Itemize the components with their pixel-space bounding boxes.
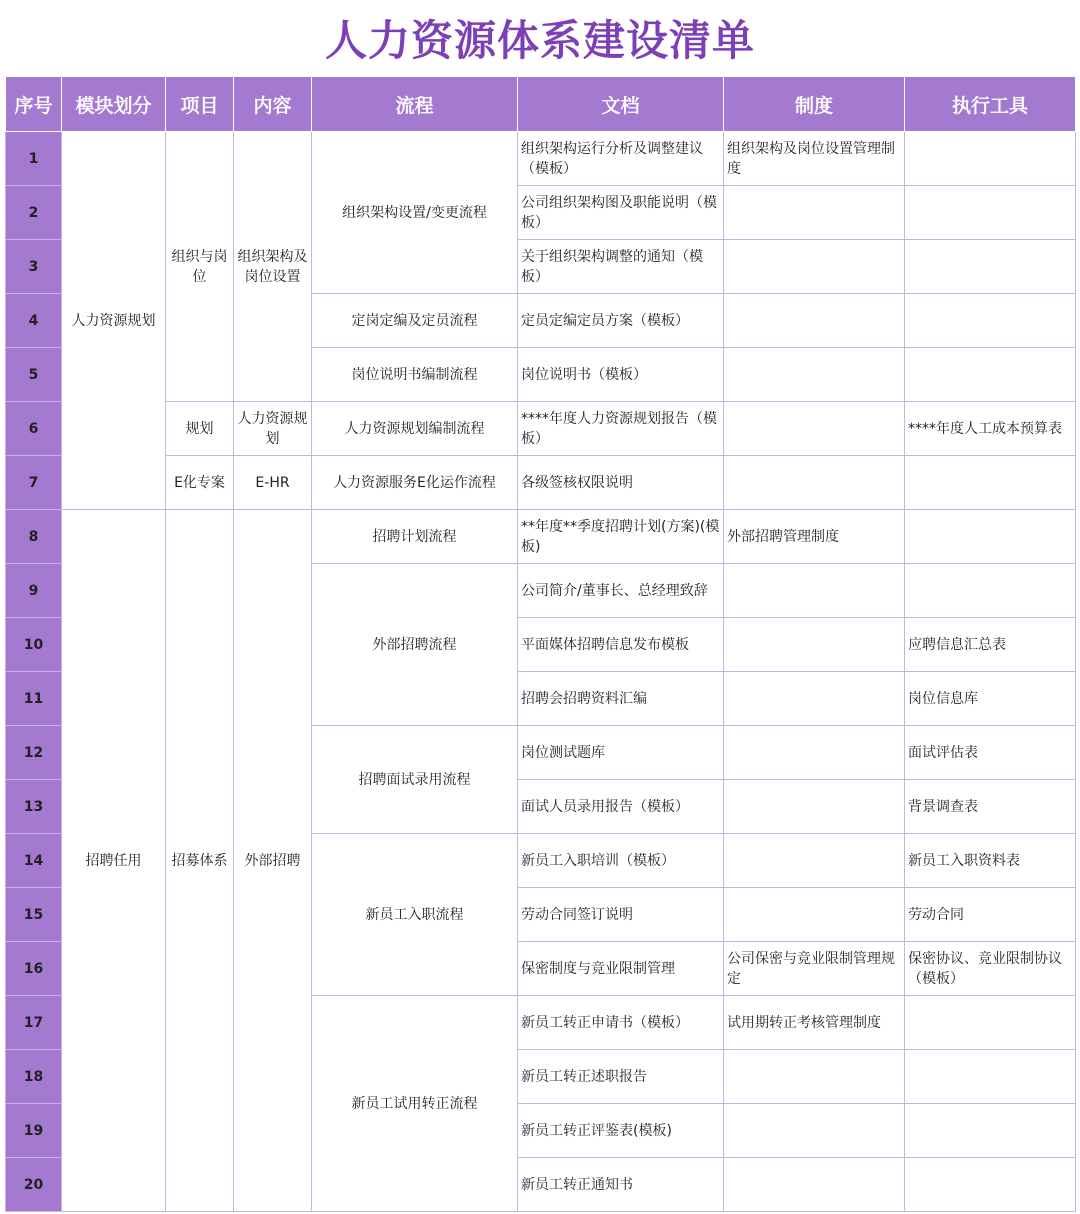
system-cell bbox=[724, 402, 905, 456]
row-number: 17 bbox=[6, 996, 62, 1050]
header-module: 模块划分 bbox=[62, 77, 166, 132]
project-cell: 招募体系 bbox=[166, 510, 234, 1212]
row-number: 16 bbox=[6, 942, 62, 996]
row-number: 14 bbox=[6, 834, 62, 888]
tool-cell bbox=[905, 996, 1076, 1050]
row-number: 8 bbox=[6, 510, 62, 564]
row-number: 5 bbox=[6, 348, 62, 402]
tool-cell bbox=[905, 186, 1076, 240]
module-cell: 人力资源规划 bbox=[62, 132, 166, 510]
table-row bbox=[6, 132, 1076, 186]
process-cell: 组织架构设置/变更流程 bbox=[312, 132, 518, 294]
process-cell: 招聘面试录用流程 bbox=[312, 726, 518, 834]
checklist-table bbox=[5, 76, 1076, 1212]
header-process: 流程 bbox=[312, 77, 518, 132]
row-number: 19 bbox=[6, 1104, 62, 1158]
table-row bbox=[6, 402, 1076, 456]
system-cell bbox=[724, 456, 905, 510]
system-cell bbox=[724, 834, 905, 888]
doc-cell: 公司组织架构图及职能说明（模板） bbox=[518, 186, 724, 240]
doc-cell: 面试人员录用报告（模板） bbox=[518, 780, 724, 834]
doc-cell: ****年度人力资源规划报告（模板） bbox=[518, 402, 724, 456]
row-number: 18 bbox=[6, 1050, 62, 1104]
row-number: 11 bbox=[6, 672, 62, 726]
content-cell: E-HR bbox=[234, 456, 312, 510]
tool-cell: 面试评估表 bbox=[905, 726, 1076, 780]
row-number: 6 bbox=[6, 402, 62, 456]
module-cell: 招聘任用 bbox=[62, 510, 166, 1212]
tool-cell bbox=[905, 348, 1076, 402]
table-row bbox=[6, 456, 1076, 510]
header-project: 项目 bbox=[166, 77, 234, 132]
row-number: 10 bbox=[6, 618, 62, 672]
system-cell bbox=[724, 888, 905, 942]
tool-cell bbox=[905, 1158, 1076, 1212]
system-cell bbox=[724, 1104, 905, 1158]
row-number: 20 bbox=[6, 1158, 62, 1212]
header-content: 内容 bbox=[234, 77, 312, 132]
row-number: 13 bbox=[6, 780, 62, 834]
process-cell: 新员工入职流程 bbox=[312, 834, 518, 996]
system-cell bbox=[724, 348, 905, 402]
tool-cell bbox=[905, 510, 1076, 564]
page-title: 人力资源体系建设清单 bbox=[324, 16, 755, 65]
tool-cell: 岗位信息库 bbox=[905, 672, 1076, 726]
system-cell bbox=[724, 672, 905, 726]
doc-cell: 保密制度与竞业限制管理 bbox=[518, 942, 724, 996]
header-seq: 序号 bbox=[6, 77, 62, 132]
system-cell bbox=[724, 1158, 905, 1212]
tool-cell: 劳动合同 bbox=[905, 888, 1076, 942]
system-cell: 外部招聘管理制度 bbox=[724, 510, 905, 564]
system-cell bbox=[724, 780, 905, 834]
tool-cell bbox=[905, 294, 1076, 348]
header-doc: 文档 bbox=[518, 77, 724, 132]
process-cell: 外部招聘流程 bbox=[312, 564, 518, 726]
content-cell: 组织架构及岗位设置 bbox=[234, 132, 312, 402]
project-cell: 规划 bbox=[166, 402, 234, 456]
process-cell: 招聘计划流程 bbox=[312, 510, 518, 564]
doc-cell: 劳动合同签订说明 bbox=[518, 888, 724, 942]
system-cell bbox=[724, 1050, 905, 1104]
doc-cell: 组织架构运行分析及调整建议（模板） bbox=[518, 132, 724, 186]
content-cell: 人力资源规划 bbox=[234, 402, 312, 456]
row-number: 7 bbox=[6, 456, 62, 510]
row-number: 12 bbox=[6, 726, 62, 780]
process-cell: 岗位说明书编制流程 bbox=[312, 348, 518, 402]
tool-cell bbox=[905, 240, 1076, 294]
row-number: 4 bbox=[6, 294, 62, 348]
process-cell: 人力资源服务E化运作流程 bbox=[312, 456, 518, 510]
doc-cell: 关于组织架构调整的通知（模板） bbox=[518, 240, 724, 294]
doc-cell: 平面媒体招聘信息发布模板 bbox=[518, 618, 724, 672]
system-cell bbox=[724, 294, 905, 348]
system-cell: 试用期转正考核管理制度 bbox=[724, 996, 905, 1050]
header-row bbox=[6, 77, 1076, 132]
doc-cell: 新员工转正通知书 bbox=[518, 1158, 724, 1212]
tool-cell bbox=[905, 456, 1076, 510]
tool-cell bbox=[905, 1050, 1076, 1104]
row-number: 15 bbox=[6, 888, 62, 942]
doc-cell: 岗位测试题库 bbox=[518, 726, 724, 780]
system-cell: 组织架构及岗位设置管理制度 bbox=[724, 132, 905, 186]
tool-cell: 应聘信息汇总表 bbox=[905, 618, 1076, 672]
tool-cell: 新员工入职资料表 bbox=[905, 834, 1076, 888]
header-system: 制度 bbox=[724, 77, 905, 132]
doc-cell: 招聘会招聘资料汇编 bbox=[518, 672, 724, 726]
header-tool: 执行工具 bbox=[905, 77, 1076, 132]
system-cell bbox=[724, 564, 905, 618]
row-number: 3 bbox=[6, 240, 62, 294]
doc-cell: 新员工转正评鉴表(模板) bbox=[518, 1104, 724, 1158]
process-cell: 人力资源规划编制流程 bbox=[312, 402, 518, 456]
content-cell: 外部招聘 bbox=[234, 510, 312, 1212]
process-cell: 新员工试用转正流程 bbox=[312, 996, 518, 1212]
project-cell: E化专案 bbox=[166, 456, 234, 510]
system-cell bbox=[724, 186, 905, 240]
system-cell bbox=[724, 726, 905, 780]
system-cell: 公司保密与竞业限制管理规定 bbox=[724, 942, 905, 996]
system-cell bbox=[724, 618, 905, 672]
tool-cell bbox=[905, 564, 1076, 618]
tool-cell bbox=[905, 1104, 1076, 1158]
doc-cell: 新员工转正申请书（模板） bbox=[518, 996, 724, 1050]
system-cell bbox=[724, 240, 905, 294]
project-cell: 组织与岗位 bbox=[166, 132, 234, 402]
doc-cell: 各级签核权限说明 bbox=[518, 456, 724, 510]
doc-cell: 新员工入职培训（模板） bbox=[518, 834, 724, 888]
doc-cell: 定员定编定员方案（模板） bbox=[518, 294, 724, 348]
tool-cell bbox=[905, 132, 1076, 186]
row-number: 9 bbox=[6, 564, 62, 618]
doc-cell: **年度**季度招聘计划(方案)(模板) bbox=[518, 510, 724, 564]
process-cell: 定岗定编及定员流程 bbox=[312, 294, 518, 348]
doc-cell: 公司简介/董事长、总经理致辞 bbox=[518, 564, 724, 618]
tool-cell: 保密协议、竞业限制协议（模板） bbox=[905, 942, 1076, 996]
tool-cell: 背景调查表 bbox=[905, 780, 1076, 834]
doc-cell: 岗位说明书（模板） bbox=[518, 348, 724, 402]
tool-cell: ****年度人工成本预算表 bbox=[905, 402, 1076, 456]
doc-cell: 新员工转正述职报告 bbox=[518, 1050, 724, 1104]
row-number: 2 bbox=[6, 186, 62, 240]
table-row bbox=[6, 510, 1076, 564]
row-number: 1 bbox=[6, 132, 62, 186]
